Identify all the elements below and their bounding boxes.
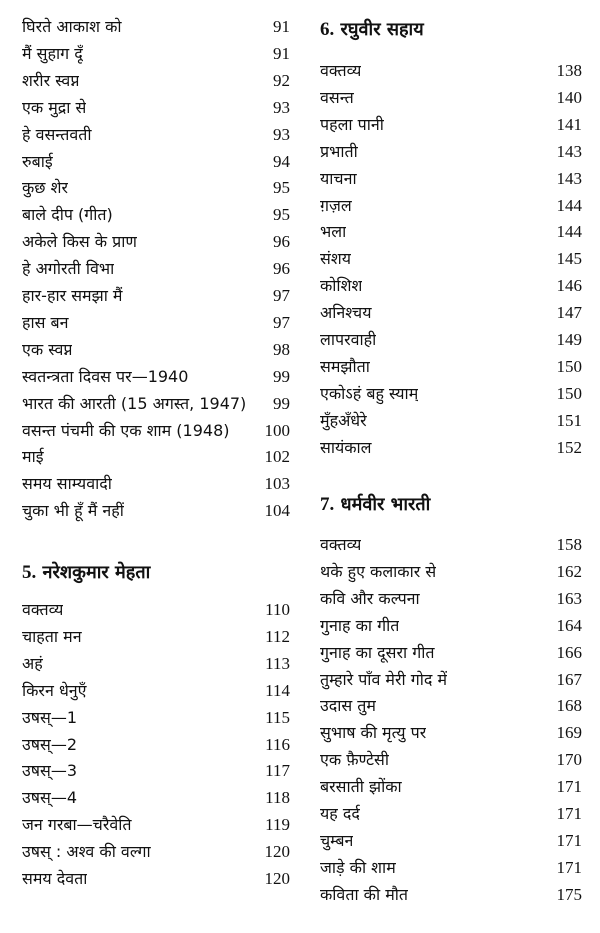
entry-page-number: 91 xyxy=(273,43,290,63)
entry-title: जाड़े की शाम xyxy=(320,857,396,877)
toc-entry xyxy=(22,624,290,650)
section-6-heading xyxy=(320,15,582,45)
entry-page-number: 162 xyxy=(556,561,582,581)
toc-entry xyxy=(22,68,290,94)
entry-page-number: 141 xyxy=(556,114,582,134)
toc-entry xyxy=(22,149,290,175)
toc-entry xyxy=(320,855,582,881)
entry-page-number: 149 xyxy=(556,330,582,349)
toc-entry xyxy=(22,597,290,623)
entry-page-number: 93 xyxy=(273,124,290,144)
entry-page-number: 96 xyxy=(273,232,290,252)
entry-title: अनिश्चय xyxy=(320,303,372,323)
entry-page-number: 114 xyxy=(265,680,290,700)
entry-title: गुनाह का गीत xyxy=(320,615,400,635)
entry-page-number: 99 xyxy=(273,366,290,386)
toc-entry xyxy=(320,747,582,773)
toc-entry xyxy=(22,391,290,417)
entry-page-number: 102 xyxy=(264,447,290,467)
entry-page-number: 151 xyxy=(556,410,582,430)
toc-entry xyxy=(320,273,582,299)
entry-title: समय देवता xyxy=(22,869,88,888)
toc-entry xyxy=(320,586,582,612)
entry-page-number: 91 xyxy=(273,17,290,36)
toc-entry xyxy=(320,667,582,693)
entry-title: एक फ़ैण्टेसी xyxy=(320,750,390,770)
entry-page-number: 147 xyxy=(556,303,582,323)
toc-entry xyxy=(22,14,290,40)
entry-page-number: 171 xyxy=(556,830,582,850)
entry-page-number: 110 xyxy=(265,600,290,619)
toc-entry xyxy=(22,337,290,363)
entry-title: उषस्—3 xyxy=(22,761,78,781)
entry-page-number: 116 xyxy=(265,734,290,754)
entry-title: अहं xyxy=(22,653,43,673)
toc-entry xyxy=(320,828,582,854)
section-7-heading xyxy=(320,490,582,520)
entry-title: एक मुद्रा से xyxy=(22,97,87,117)
toc-entry xyxy=(320,219,582,245)
entry-page-number: 140 xyxy=(556,87,582,107)
entry-title: सायंकाल xyxy=(320,437,372,457)
entry-title: मैं सुहाग दूँ xyxy=(22,43,83,63)
toc-entry xyxy=(320,193,582,219)
toc-entry xyxy=(22,283,290,309)
entry-page-number: 171 xyxy=(556,777,582,797)
entry-page-number: 97 xyxy=(273,286,290,305)
entry-page-number: 120 xyxy=(264,869,290,888)
toc-entry xyxy=(320,882,582,908)
entry-page-number: 103 xyxy=(264,474,290,494)
entry-title: समझौता xyxy=(320,356,370,376)
toc-entry xyxy=(320,640,582,666)
entry-page-number: 150 xyxy=(556,356,582,376)
section-number: 6. xyxy=(320,19,335,40)
toc-entry xyxy=(320,774,582,800)
entry-title: भला xyxy=(320,222,347,242)
entry-title: अकेले किस के प्राण xyxy=(22,232,137,252)
entry-title: हास बन xyxy=(22,312,69,332)
entry-page-number: 158 xyxy=(556,535,582,554)
toc-entry xyxy=(22,678,290,704)
entry-page-number: 171 xyxy=(556,804,582,823)
entry-title: कुछ शेर xyxy=(22,178,69,198)
toc-entry xyxy=(320,85,582,111)
toc-entry xyxy=(320,139,582,165)
entry-title: कविता की मौत xyxy=(320,884,409,904)
section-author: रघुवीर सहाय xyxy=(340,19,424,40)
toc-entry xyxy=(320,300,582,326)
entry-page-number: 120 xyxy=(264,842,290,862)
entry-page-number: 152 xyxy=(556,437,582,457)
entry-page-number: 92 xyxy=(273,70,290,90)
entry-page-number: 145 xyxy=(556,249,582,269)
entry-title: यह दर्द xyxy=(320,804,360,823)
entry-page-number: 144 xyxy=(556,195,582,215)
entry-title: उषस्—4 xyxy=(22,788,78,808)
toc-entry xyxy=(320,559,582,585)
toc-entry xyxy=(22,866,290,892)
entry-title: घिरते आकाश को xyxy=(22,17,122,36)
entry-page-number: 175 xyxy=(556,884,582,904)
toc-entry xyxy=(320,532,582,558)
entry-title: वसन्त xyxy=(320,87,354,107)
toc-entry xyxy=(22,444,290,470)
entry-page-number: 169 xyxy=(556,723,582,743)
entry-title: मुँहअँधेरे xyxy=(320,410,367,430)
entry-title: गुनाह का दूसरा गीत xyxy=(320,642,435,662)
entry-title: तुम्हारे पाँव मेरी गोद में xyxy=(320,669,448,689)
entry-title: बरसाती झोंका xyxy=(320,777,402,797)
toc-entry xyxy=(320,381,582,407)
entry-page-number: 118 xyxy=(265,788,290,808)
entry-title: समय साम्यवादी xyxy=(22,474,112,494)
entry-page-number: 95 xyxy=(273,205,290,225)
section-author: नरेशकुमार मेहता xyxy=(42,562,151,583)
toc-entry xyxy=(22,418,290,444)
section-author: धर्मवीर भारती xyxy=(340,494,431,515)
entry-title: एकोऽहं बहु स्याम् xyxy=(320,383,419,403)
section-5-heading xyxy=(22,558,290,588)
entry-title: ग़ज़ल xyxy=(320,195,352,215)
toc-entry xyxy=(22,122,290,148)
entry-title: उदास तुम xyxy=(320,696,376,716)
toc-entry xyxy=(22,705,290,731)
entry-title: एक स्वप्न xyxy=(22,339,73,359)
entry-page-number: 117 xyxy=(265,761,290,781)
entry-title: हे अगोरती विभा xyxy=(22,259,115,279)
entry-title: वक्तव्य xyxy=(22,600,64,619)
entry-title: पहला पानी xyxy=(320,114,384,134)
entry-page-number: 164 xyxy=(556,615,582,635)
entry-page-number: 94 xyxy=(273,151,290,171)
entry-page-number: 150 xyxy=(556,383,582,403)
entry-page-number: 100 xyxy=(264,420,290,440)
entry-title: स्वतन्त्रता दिवस पर—1940 xyxy=(22,366,189,386)
entry-page-number: 112 xyxy=(265,626,290,646)
toc-entry xyxy=(22,310,290,336)
entry-title: वसन्त पंचमी की एक शाम (1948) xyxy=(22,420,230,440)
entry-title: माई xyxy=(22,447,44,467)
section-number: 7. xyxy=(320,494,335,515)
entry-page-number: 113 xyxy=(265,653,290,673)
entry-title: चुम्बन xyxy=(320,830,354,850)
toc-entry xyxy=(22,471,290,497)
section-number: 5. xyxy=(22,562,37,583)
toc-entry xyxy=(22,202,290,228)
entry-page-number: 119 xyxy=(265,815,290,835)
toc-entry xyxy=(320,166,582,192)
entry-page-number: 171 xyxy=(556,857,582,877)
toc-entry xyxy=(22,175,290,201)
entry-page-number: 93 xyxy=(273,97,290,117)
entry-title: चुका भी हूँ मैं नहीं xyxy=(22,501,124,521)
toc-entry xyxy=(22,41,290,67)
toc-entry xyxy=(320,354,582,380)
toc-entry xyxy=(320,801,582,827)
entry-page-number: 167 xyxy=(556,669,582,689)
toc-entry xyxy=(320,58,582,84)
entry-page-number: 166 xyxy=(556,642,582,662)
toc-entry xyxy=(320,246,582,272)
entry-page-number: 97 xyxy=(273,312,290,332)
entry-title: वक्तव्य xyxy=(320,61,362,80)
entry-page-number: 146 xyxy=(556,276,582,296)
entry-title: शरीर स्वप्न xyxy=(22,70,80,90)
entry-page-number: 170 xyxy=(556,750,582,770)
toc-entry xyxy=(22,839,290,865)
toc-entry xyxy=(22,758,290,784)
entry-title: संशय xyxy=(320,249,351,269)
entry-page-number: 96 xyxy=(273,259,290,279)
entry-title: याचना xyxy=(320,168,357,188)
toc-entry xyxy=(22,812,290,838)
entry-title: कवि और कल्पना xyxy=(320,588,420,608)
toc-entry xyxy=(22,498,290,524)
entry-page-number: 98 xyxy=(273,339,290,359)
toc-entry xyxy=(320,613,582,639)
entry-title: बाले दीप (गीत) xyxy=(22,205,113,225)
entry-title: उषस्—1 xyxy=(22,707,78,727)
entry-page-number: 115 xyxy=(265,707,290,727)
entry-title: रुबाई xyxy=(22,151,53,171)
toc-entry xyxy=(320,408,582,434)
toc-entry xyxy=(22,95,290,121)
toc-entry xyxy=(320,693,582,719)
entry-title: किरन धेनुएँ xyxy=(22,680,87,700)
entry-page-number: 95 xyxy=(273,178,290,198)
toc-entry xyxy=(320,112,582,138)
entry-title: कोशिश xyxy=(320,276,363,296)
entry-title: लापरवाही xyxy=(320,330,377,349)
toc-entry xyxy=(22,364,290,390)
entry-title: जन गरबा—चरैवेति xyxy=(22,815,132,835)
toc-entry xyxy=(320,435,582,461)
entry-page-number: 143 xyxy=(556,168,582,188)
entry-page-number: 104 xyxy=(264,501,290,521)
toc-entry xyxy=(22,651,290,677)
entry-title: वक्तव्य xyxy=(320,535,362,554)
toc-entry xyxy=(22,732,290,758)
entry-page-number: 143 xyxy=(556,141,582,161)
entry-title: प्रभाती xyxy=(320,141,358,161)
entry-page-number: 144 xyxy=(556,222,582,242)
entry-title: थके हुए कलाकार से xyxy=(320,561,437,581)
entry-title: भारत की आरती (15 अगस्त, 1947) xyxy=(22,393,247,413)
entry-page-number: 163 xyxy=(556,588,582,608)
entry-page-number: 99 xyxy=(273,393,290,413)
toc-entry xyxy=(22,229,290,255)
entry-title: उषस् : अश्व की वल्गा xyxy=(22,842,151,862)
entry-title: उषस्—2 xyxy=(22,734,78,754)
entry-title: चाहता मन xyxy=(22,626,82,646)
entry-title: हार-हार समझा मैं xyxy=(22,286,123,305)
toc-entry xyxy=(320,720,582,746)
toc-entry xyxy=(22,785,290,811)
entry-title: हे वसन्तवती xyxy=(22,124,92,144)
entry-title: सुभाष की मृत्यु पर xyxy=(320,723,427,743)
toc-entry xyxy=(22,256,290,282)
entry-page-number: 168 xyxy=(556,696,582,716)
toc-entry xyxy=(320,327,582,353)
entry-page-number: 138 xyxy=(556,61,582,80)
